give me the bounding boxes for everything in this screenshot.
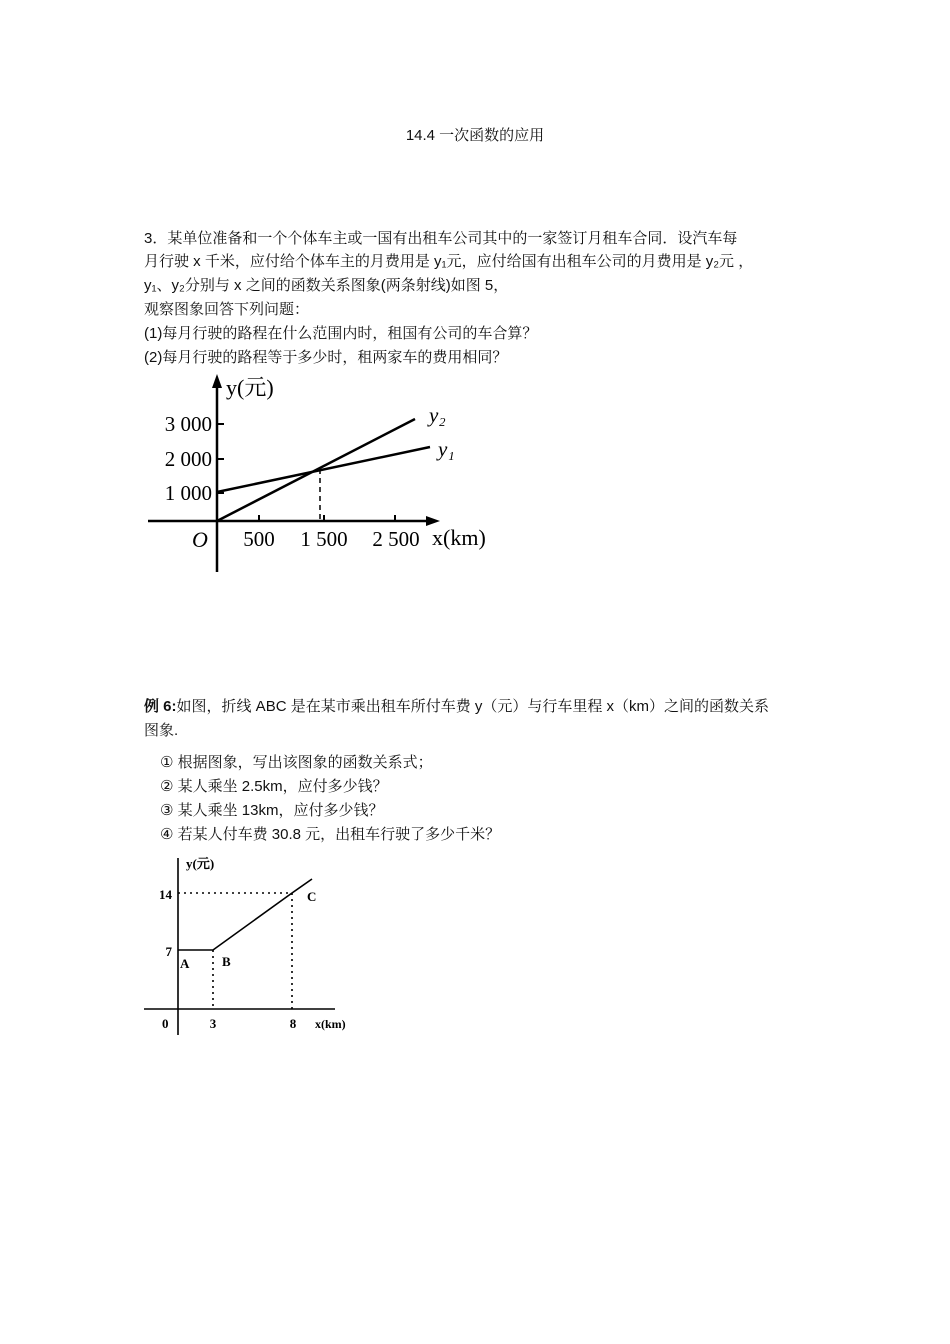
problem3-question1: (1)每月行驶的路程在什么范围内时，租国有公司的车合算？: [144, 325, 538, 342]
series-label-y1: y₁: [438, 437, 455, 461]
y-tick-label: 7: [165, 944, 172, 959]
example6-label: 例 6:: [144, 698, 177, 715]
x-tick-label: 3: [209, 1016, 217, 1031]
origin-label: 0: [162, 1016, 169, 1031]
figure-rent-chart: [140, 372, 520, 577]
y-tick-label: 2 000: [164, 447, 212, 471]
fare-polyline: [178, 879, 312, 950]
example6-question2: ② 某人乘坐 2.5km，应付多少钱？: [160, 778, 388, 795]
problem3-line4: 观察图象回答下列问题：: [144, 301, 310, 318]
page-title: 14.4 一次函数的应用: [405, 127, 545, 144]
x-tick-label: 2 500: [372, 527, 420, 551]
example6-text: 如图，折线 ABC 是在某市乘出租车所付车费 y（元）与行车里程 x（km）之间的函数关系: [176, 698, 770, 715]
example6-question1: ① 根据图象，写出该图象的函数关系式；: [160, 754, 433, 771]
figure-taxi-fare-chart: [140, 850, 370, 1045]
y-axis-label: y(元): [186, 856, 215, 871]
x-tick-label: 8: [289, 1016, 297, 1031]
example6-question4: ④ 若某人付车费 30.8 元，出租车行驶了多少千米？: [160, 826, 501, 843]
origin-label: O: [192, 527, 208, 552]
example6-line1: [144, 696, 769, 718]
point-label-c: C: [307, 889, 317, 904]
x-tick-label: 500: [243, 527, 275, 551]
problem3-line3: y₁、y₂分别与 x 之间的函数关系图象(两条射线)如图 5，: [144, 277, 509, 294]
y-axis-arrow: [212, 374, 222, 388]
x-axis-label: x(km): [315, 1017, 346, 1031]
problem3-line2: 月行驶 x 千米，应付给个体车主的月费用是 y₁元，应付给国有出租车公司的月费用是 y₂元 ，: [144, 253, 754, 270]
x-axis-label: x(km): [432, 525, 486, 550]
y-tick-label: 1 000: [164, 481, 212, 505]
example6-line2: 图象.: [144, 722, 179, 739]
point-label-a: A: [180, 956, 190, 971]
series-line-y1: [217, 447, 430, 492]
point-label-b: B: [222, 954, 231, 969]
y-axis-label: y(元): [226, 375, 274, 400]
problem3-line1: 3．某单位准备和一个个体车主或一国有出租车公司其中的一家签订月租车合同．设汽车每: [144, 230, 738, 247]
y-tick-label: 3 000: [164, 412, 212, 436]
example6-question3: ③ 某人乘坐 13km，应付多少钱？: [160, 802, 384, 819]
problem3-question2: (2)每月行驶的路程等于多少时，租两家车的费用相同？: [144, 349, 508, 366]
x-tick-label: 1 500: [300, 527, 348, 551]
y-tick-label: 14: [159, 887, 172, 902]
series-label-y2: y₂: [429, 403, 446, 427]
